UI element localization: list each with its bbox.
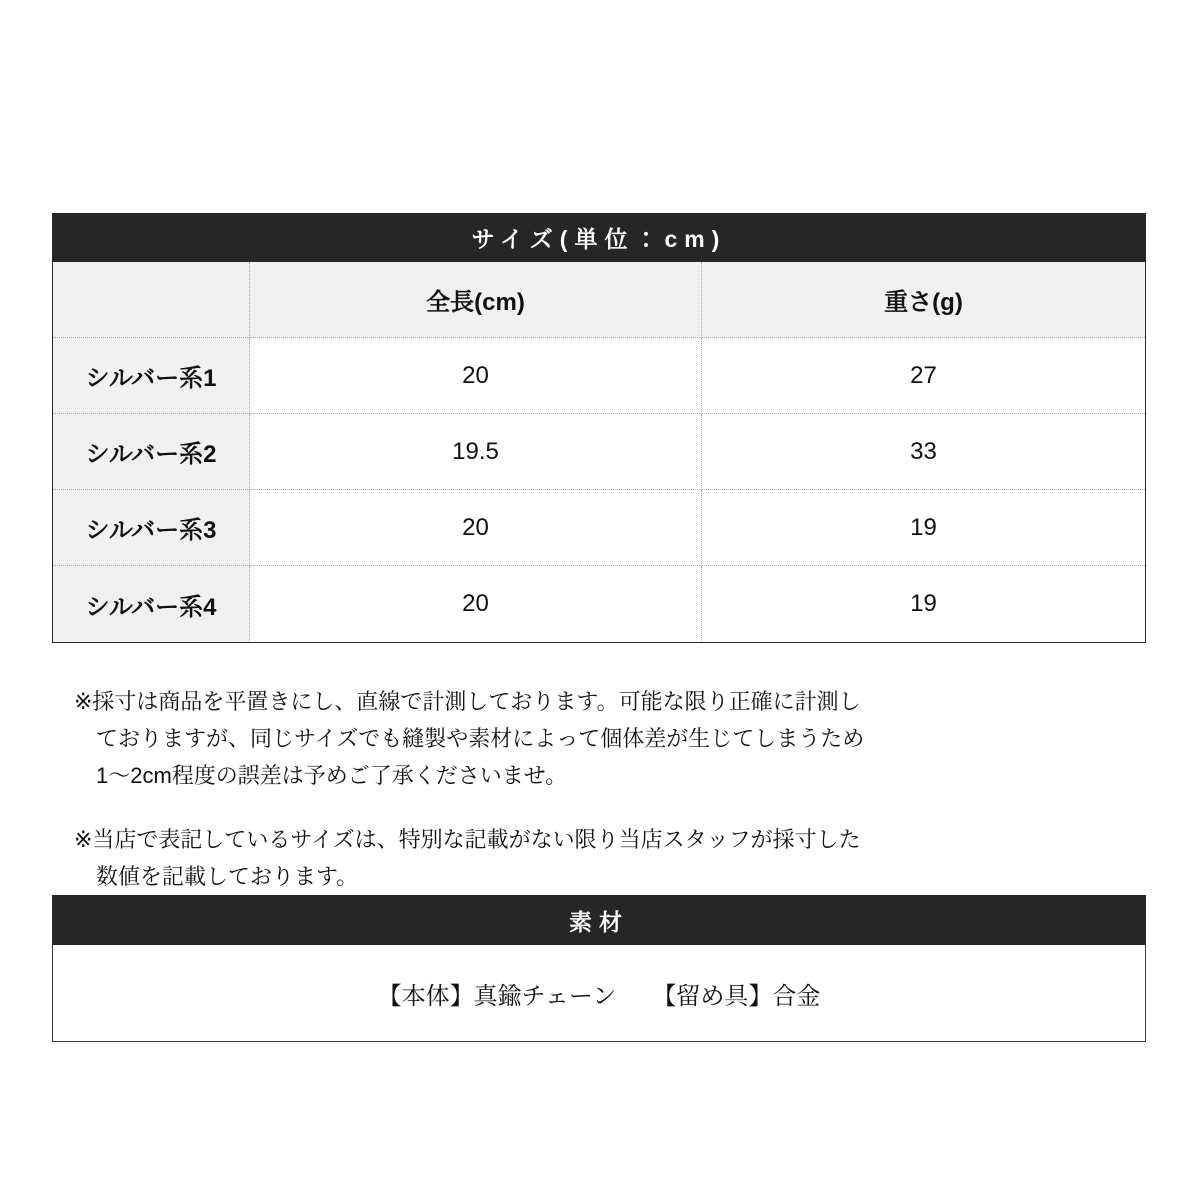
- material-section: [52, 895, 1146, 1042]
- note-sizing-policy: [74, 821, 934, 895]
- note-line: 数値を記載しております。: [96, 864, 359, 889]
- note-measurement: [74, 683, 934, 794]
- size-row-length: 20: [250, 490, 702, 566]
- size-row-label: シルバー系3: [53, 490, 250, 566]
- size-row-weight: 27: [702, 338, 1145, 414]
- size-table: [52, 262, 1146, 643]
- size-row-label: シルバー系2: [53, 414, 250, 490]
- note-line: ※採寸は商品を平置きにし、直線で計測しております。可能な限り正確に計測し: [74, 689, 861, 714]
- size-table-corner-cell: [53, 262, 250, 338]
- material-text: 【本体】真鍮チェーン 【留め具】合金: [377, 982, 821, 1010]
- material-content: [52, 945, 1146, 1042]
- measurement-notes: [74, 683, 934, 895]
- material-title-bar: [52, 895, 1146, 945]
- note-line: ておりますが、同じサイズでも縫製や素材によって個体差が生じてしまうため: [96, 726, 865, 751]
- size-row-weight: 33: [702, 414, 1145, 490]
- size-table-col-header-length: 全長(cm): [250, 262, 702, 338]
- size-row-length: 20: [250, 566, 702, 642]
- note-line: ※当店で表記しているサイズは、特別な記載がない限り当店スタッフが採寸した: [74, 827, 861, 852]
- size-table-title-bar: [52, 213, 1146, 262]
- size-row-weight: 19: [702, 490, 1145, 566]
- size-row-length: 20: [250, 338, 702, 414]
- size-row-label: シルバー系1: [53, 338, 250, 414]
- size-row-weight: 19: [702, 566, 1145, 642]
- size-row-length: 19.5: [250, 414, 702, 490]
- size-row-label: シルバー系4: [53, 566, 250, 642]
- size-table-title: サイズ(単位：cm): [471, 226, 727, 252]
- material-title: 素材: [569, 908, 629, 935]
- note-line: 1〜2cm程度の誤差は予めご了承くださいませ。: [96, 763, 568, 788]
- size-table-col-header-weight: 重さ(g): [702, 262, 1145, 338]
- size-table-section: [52, 213, 1146, 643]
